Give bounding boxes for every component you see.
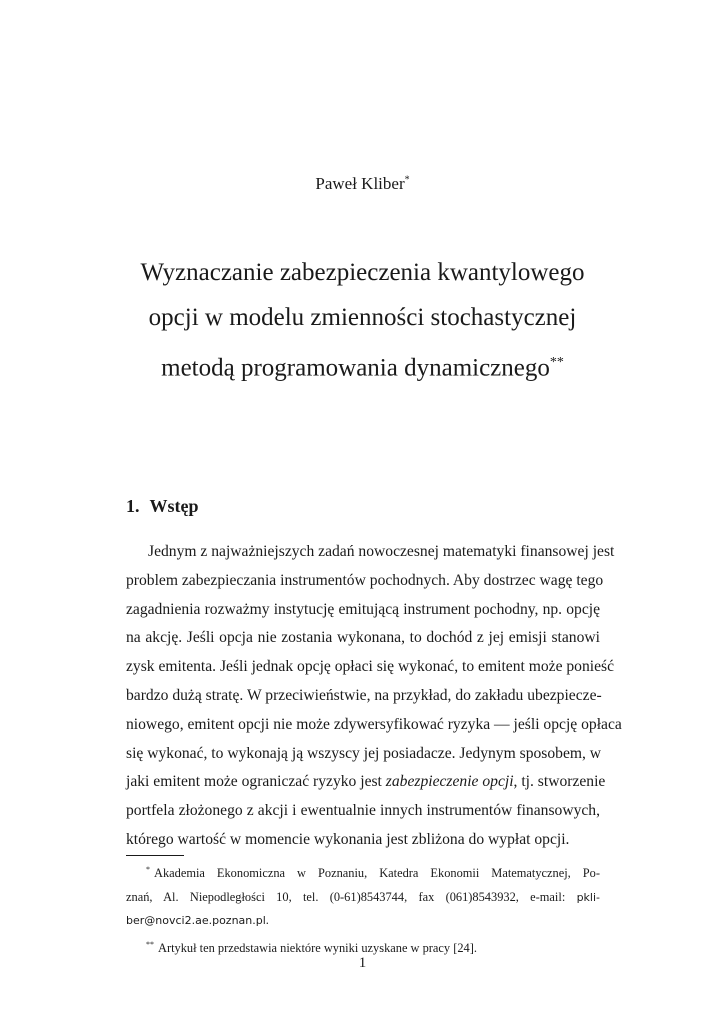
email-part-1: pkli-: [576, 890, 600, 904]
title-footnote-mark: **: [549, 355, 564, 370]
paper-title: [100, 250, 625, 390]
section-number: 1.: [126, 496, 140, 516]
section-heading: [126, 496, 199, 517]
page-number: 1: [358, 955, 367, 971]
body-line-with-emphasis: [126, 768, 606, 797]
body-line: bardzo dużą stratę. W przeciwieństwie, na przykład, do zakładu ubezpiecze-: [126, 686, 602, 704]
footnote-separator: [126, 855, 184, 856]
footnote-2-mark: **: [146, 939, 154, 949]
body-line: problem zabezpieczania instrumentów pochodnych. Aby dostrzec wagę tego: [126, 571, 604, 589]
title-line-1: Wyznaczanie zabezpieczenia kwantylowego: [140, 259, 585, 286]
section-title: Wstęp: [149, 496, 199, 516]
body-line-9-tail: , tj. stworzenie: [513, 773, 606, 791]
footnote-1-text-2: znań, Al. Niepodległości 10, tel. (0-61)8543744, fax (061)8543932, e-mail:: [126, 889, 566, 904]
footnotes: [126, 858, 600, 961]
footnote-1-text-1: Akademia Ekonomiczna w Poznaniu, Katedra Ekonomii Matematycznej, Po-: [154, 866, 600, 881]
footnote-2-text: Artykuł ten przedstawia niektóre wyniki uzyskane w pracy [24].: [158, 941, 477, 956]
footnote-1-line-3: [126, 909, 600, 933]
body-line: na akcję. Jeśli opcja nie zostania wykonana, to dochód z jej emisji stanowi: [126, 629, 600, 647]
body-paragraph: [126, 538, 622, 855]
body-line: niowego, emitent opcji nie może zdywersyfikować ryzyka — jeśli opcję opłaca: [126, 715, 622, 733]
title-line-3: [100, 340, 625, 390]
body-line: Jednym z najważniejszych zadań nowoczesnej matematyki finansowej jest: [148, 543, 615, 560]
body-line: zagadnienia rozważmy instytucję emitującą instrument pochodny, np. opcję: [126, 600, 600, 618]
footnote-1-end: .: [265, 913, 269, 928]
body-line: którego wartość w momencie wykonania jest zbliżona do wypłat opcji.: [126, 830, 570, 848]
body-line: zysk emitenta. Jeśli jednak opcję opłaci się wykonać, to emitent może ponieść: [126, 658, 615, 676]
title-line-2: opcji w modelu zmienności stochastycznej: [148, 304, 577, 331]
footnote-1-mark: *: [146, 865, 150, 874]
body-line: portfela złożonego z akcji i ewentualnie innych instrumentów finansowych,: [126, 802, 600, 820]
body-line-9-start: jaki emitent może ograniczać ryzyko jest: [126, 773, 382, 791]
footnote-1-line-1: [126, 858, 600, 886]
emphasized-term: zabezpieczenie opcji: [385, 773, 514, 791]
body-line: się wykonać, to wykonają ją wszyscy jej posiadacze. Jedynym sposobem, w: [126, 744, 602, 762]
email-part-2: ber@novci2.ae.poznan.pl: [126, 914, 266, 928]
author-line: [0, 174, 725, 194]
author-footnote-mark: *: [404, 174, 410, 186]
author-name: Paweł Kliber: [315, 174, 405, 193]
footnote-1-line-2: [126, 886, 600, 910]
title-line-3-text: metodą programowania dynamicznego: [161, 354, 550, 382]
